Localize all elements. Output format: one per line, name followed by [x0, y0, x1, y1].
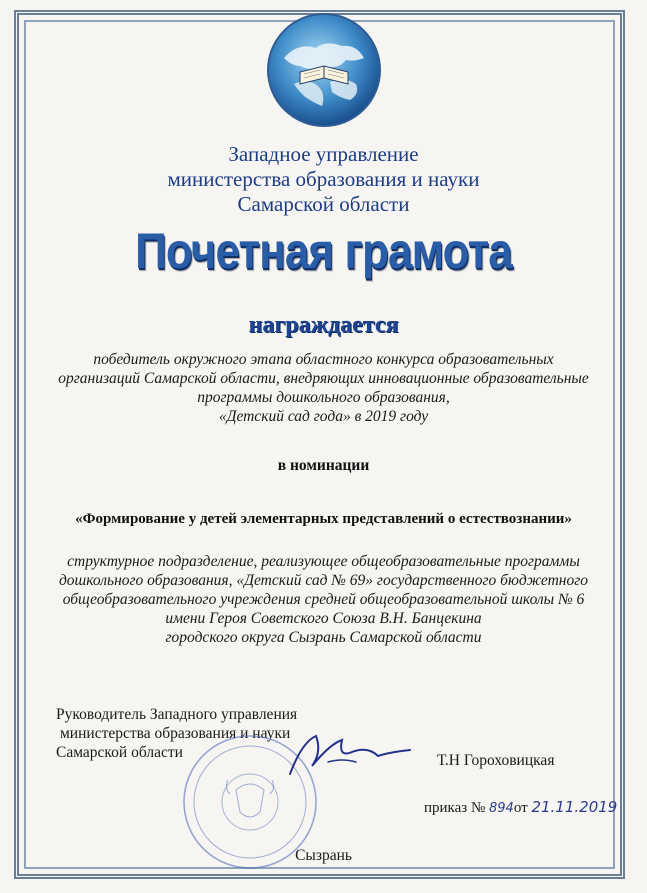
signatory-name: Т.Н Гороховицкая — [437, 752, 555, 769]
nomination-title: «Формирование у детей элементарных представлений о естествознании» — [75, 511, 572, 527]
recipient-line1: структурное подразделение, реализующее общеобразовательные программы — [67, 553, 580, 570]
certificate-title: Почетная грамота — [135, 223, 512, 279]
signature-icon — [282, 722, 422, 782]
globe-book-emblem-icon — [264, 10, 384, 130]
org-name-line2: министерства образования и науки — [167, 167, 480, 191]
order-date: 21.11.2019 — [531, 798, 618, 816]
recipient-line4: имени Героя Советского Союза В.Н. Банцекина — [165, 610, 482, 627]
recipient-line5: городского округа Сызрань Самарской области — [165, 629, 482, 646]
signatory-line1: Руководитель Западного управления — [56, 706, 298, 723]
order-number: 894 — [489, 801, 514, 816]
city-name: Сызрань — [295, 847, 352, 864]
order-from: от — [513, 800, 528, 816]
description-line3: программы дошкольного образования, — [197, 389, 450, 406]
description-line4: «Детский сад года» в 2019 году — [218, 408, 429, 425]
recipient-line2: дошкольного образования, «Детский сад № 69» государственного бюджетного — [58, 572, 589, 589]
signatory-line2: министерства образования и науки — [60, 725, 291, 742]
awarded-label: награждается — [248, 312, 399, 338]
nomination-label: в номинации — [277, 457, 370, 474]
order-prefix: приказ № — [424, 800, 486, 816]
recipient-line3: общеобразовательного учреждения средней общеобразовательной школы № 6 — [62, 591, 585, 608]
description-line2: организаций Самарской области, внедряющих инновационные образовательные — [58, 370, 589, 387]
org-name-line3: Самарской области — [237, 192, 410, 216]
signatory-line3: Самарской области — [56, 744, 183, 761]
org-name-line1: Западное управление — [228, 142, 419, 166]
order-reference — [424, 798, 617, 817]
description-line1: победитель окружного этапа областного конкурса образовательных — [93, 351, 554, 368]
